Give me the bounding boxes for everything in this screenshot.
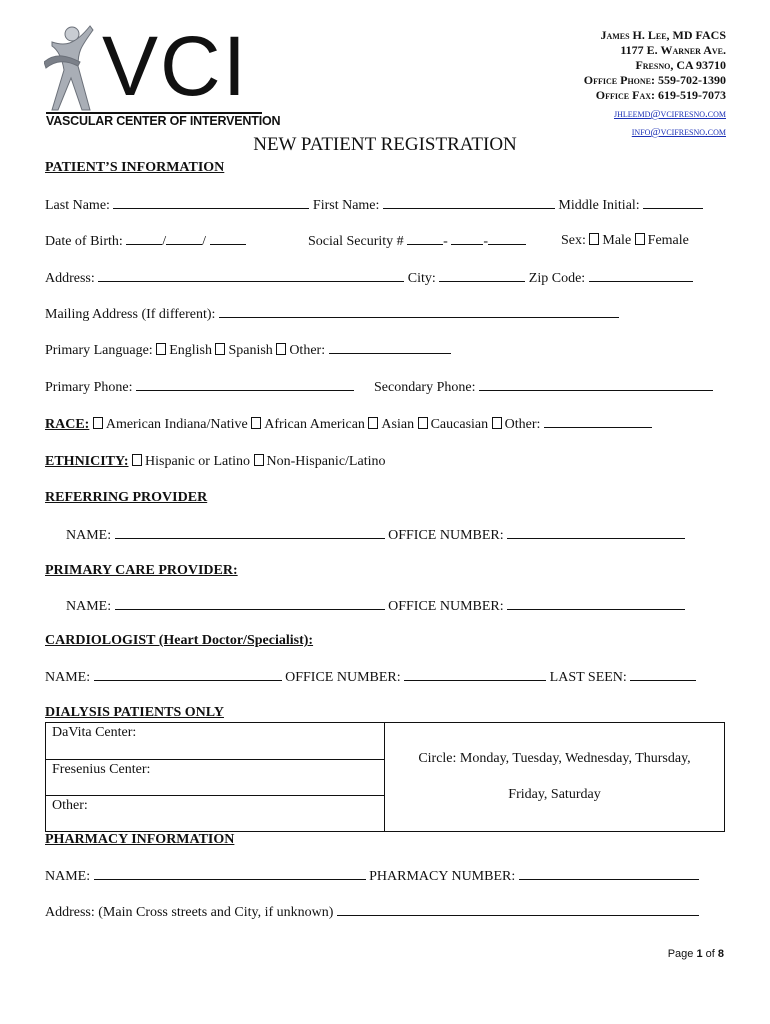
pcp-name-label: NAME:	[66, 599, 112, 614]
davita-label: DaVita Center:	[52, 725, 137, 740]
referring-office-field[interactable]	[507, 527, 685, 539]
page-prefix: Page	[667, 948, 697, 960]
cardio-row	[45, 669, 696, 686]
dob-label: Date of Birth:	[45, 234, 123, 249]
pcp-office-label: OFFICE NUMBER:	[388, 599, 504, 614]
zip-field[interactable]	[589, 270, 693, 282]
referring-name-field[interactable]	[115, 527, 385, 539]
mailing-address-field[interactable]	[219, 306, 619, 318]
referring-office-label: OFFICE NUMBER:	[388, 528, 504, 543]
office-phone: Office Phone: 559-702-1390	[583, 73, 726, 87]
dob-field-group: Date of Birth: / /	[45, 233, 246, 250]
street-address: 1177 E. Warner Ave.	[620, 43, 726, 57]
page-of: of	[702, 948, 718, 960]
last-name-label: Last Name:	[45, 198, 110, 213]
logo-tagline: VASCULAR CENTER OF INTERVENTION	[46, 114, 281, 128]
last-name-field[interactable]	[113, 197, 309, 209]
pharmacy-name-field[interactable]	[94, 868, 366, 880]
race-checkbox[interactable]	[492, 417, 502, 429]
pharmacy-address-field[interactable]	[337, 904, 699, 916]
page-number	[668, 948, 724, 960]
mailing-address-label: Mailing Address (If different):	[45, 307, 216, 322]
english-label: English	[169, 343, 212, 358]
section-cardiologist: CARDIOLOGIST (Heart Doctor/Specialist):	[45, 633, 314, 648]
cardio-name-label: NAME:	[45, 670, 91, 685]
ethnicity-label: ETHNICITY:	[45, 454, 129, 469]
dob-month-field[interactable]	[126, 233, 162, 245]
city-field[interactable]	[439, 270, 525, 282]
secondary-phone-field[interactable]	[479, 379, 713, 391]
city-address: Fresno, CA 93710	[635, 58, 726, 72]
primary-phone-field[interactable]	[136, 379, 354, 391]
ethnicity-checkbox[interactable]	[254, 454, 264, 466]
other-language-label: Other:	[289, 343, 326, 358]
section-pharmacy: PHARMACY INFORMATION	[45, 832, 235, 847]
address-row	[45, 270, 693, 287]
other-language-checkbox[interactable]	[276, 343, 286, 355]
race-checkbox[interactable]	[418, 417, 428, 429]
spanish-checkbox[interactable]	[215, 343, 225, 355]
dialysis-other-cell[interactable]	[46, 796, 385, 832]
race-checkbox[interactable]	[368, 417, 378, 429]
zip-label: Zip Code:	[528, 271, 586, 286]
dialysis-days-line2: Friday, Saturday	[508, 787, 601, 802]
pharmacy-row	[45, 868, 699, 885]
ethnicity-option: Non-Hispanic/Latino	[266, 454, 386, 469]
male-checkbox[interactable]	[589, 233, 599, 245]
pcp-office-field[interactable]	[507, 598, 685, 610]
section-referring-provider: REFERRING PROVIDER	[45, 490, 208, 505]
pharmacy-number-label: PHARMACY NUMBER:	[369, 869, 516, 884]
race-option: Caucasian	[430, 417, 489, 432]
cardio-office-field[interactable]	[404, 669, 546, 681]
secondary-phone-group	[374, 379, 713, 396]
primary-phone-label: Primary Phone:	[45, 380, 133, 395]
ethnicity-option: Hispanic or Latino	[145, 454, 250, 469]
middle-initial-field[interactable]	[643, 197, 703, 209]
dialysis-days-line1: Circle: Monday, Tuesday, Wednesday, Thursday,	[418, 751, 691, 766]
pharmacy-name-label: NAME:	[45, 869, 91, 884]
female-checkbox[interactable]	[635, 233, 645, 245]
race-label: RACE:	[45, 417, 90, 432]
race-checkbox[interactable]	[93, 417, 103, 429]
dob-day-field[interactable]	[166, 233, 202, 245]
office-fax: Office Fax: 619-519-7073	[595, 88, 726, 102]
ethnicity-row	[45, 454, 385, 470]
race-option: American Indiana/Native	[105, 417, 248, 432]
female-label: Female	[647, 233, 689, 248]
dialysis-table	[45, 722, 725, 832]
race-row	[45, 416, 652, 433]
spanish-label: Spanish	[228, 343, 273, 358]
pcp-row	[66, 598, 685, 615]
language-label: Primary Language:	[45, 343, 153, 358]
race-option: African American	[264, 417, 365, 432]
address-label: Address:	[45, 271, 95, 286]
cardio-last-seen-label: LAST SEEN:	[549, 670, 627, 685]
ssn-part3-field[interactable]	[488, 233, 526, 245]
referring-name-label: NAME:	[66, 528, 112, 543]
cardio-name-field[interactable]	[94, 669, 282, 681]
page-title: NEW PATIENT REGISTRATION	[253, 134, 517, 155]
city-label: City:	[407, 271, 436, 286]
referring-row	[66, 527, 685, 544]
other-language-field[interactable]	[329, 342, 451, 354]
section-patient-info: PATIENT’S INFORMATION	[45, 160, 225, 175]
pcp-name-field[interactable]	[115, 598, 385, 610]
page-current: 1	[696, 948, 703, 960]
ethnicity-checkbox[interactable]	[132, 454, 142, 466]
dob-year-field[interactable]	[210, 233, 246, 245]
page-total: 8	[717, 948, 724, 960]
ssn-label: Social Security #	[308, 234, 404, 249]
phone-row	[45, 379, 354, 396]
doctor-name: James H. Lee, MD FACS	[600, 28, 726, 42]
logo-text: VCI	[102, 19, 249, 113]
race-option: Asian	[381, 417, 415, 432]
dialysis-other-label: Other:	[52, 798, 88, 813]
dialysis-days-cell	[385, 723, 725, 832]
male-label: Male	[602, 233, 632, 248]
fresenius-label: Fresenius Center:	[52, 762, 151, 777]
ssn-part1-field[interactable]	[407, 233, 443, 245]
race-option: Other:	[504, 417, 541, 432]
email-link-primary[interactable]: jhleemd@vcifresno.com	[613, 108, 726, 120]
mailing-row	[45, 306, 619, 323]
first-name-field[interactable]	[383, 197, 555, 209]
secondary-phone-label: Secondary Phone:	[374, 380, 476, 395]
contact-block	[584, 28, 726, 140]
pharmacy-address-row	[45, 904, 699, 921]
language-row	[45, 342, 451, 359]
english-checkbox[interactable]	[156, 343, 166, 355]
ssn-part2-field[interactable]	[451, 233, 483, 245]
cardio-last-seen-field[interactable]	[630, 669, 696, 681]
address-field[interactable]	[98, 270, 404, 282]
section-primary-care: PRIMARY CARE PROVIDER:	[45, 563, 238, 578]
email-link-info[interactable]: info@vcifresno.com	[631, 126, 726, 138]
ssn-field-group: Social Security # - -	[308, 233, 526, 250]
sex-field-group	[561, 233, 689, 249]
race-other-field[interactable]	[544, 416, 652, 428]
name-row	[45, 197, 703, 214]
pharmacy-address-label: Address: (Main Cross streets and City, if unknown)	[45, 905, 334, 920]
section-dialysis: DIALYSIS PATIENTS ONLY	[45, 705, 224, 720]
fresenius-cell[interactable]	[46, 760, 385, 796]
middle-initial-label: Middle Initial:	[558, 198, 640, 213]
davita-cell[interactable]	[46, 723, 385, 760]
race-checkbox[interactable]	[251, 417, 261, 429]
first-name-label: First Name:	[312, 198, 380, 213]
sex-label: Sex:	[561, 233, 586, 248]
pharmacy-number-field[interactable]	[519, 868, 699, 880]
cardio-office-label: OFFICE NUMBER:	[285, 670, 401, 685]
